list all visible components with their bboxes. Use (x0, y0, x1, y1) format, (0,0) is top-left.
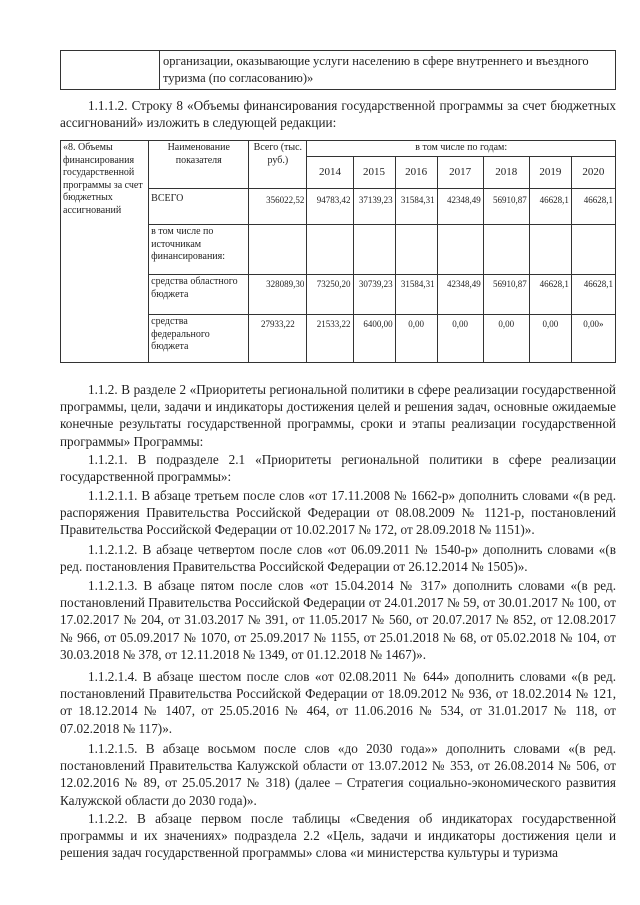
cell-value: 42348,49 (437, 275, 483, 315)
cell-value (307, 225, 353, 275)
financing-table (60, 140, 616, 363)
paragraph-1-1-1-2: 1.1.1.2. Строку 8 «Объемы финансирования государственной программы за счет бюджетных ассигнований» изложить в следующей редакции: (60, 98, 616, 131)
cell-value: 0,00 (483, 315, 529, 363)
paragraph-1-1-2-1-1: 1.1.2.1.1. В абзаце третьем после слов «от 17.11.2008 № 1662-р» дополнить словами «(в ред. распоряжения Правительства Российской Федерации от 08.08.2009 № 1121-р, постановлений Правительства Российской Федерации от 10.02.2017 № 172, от 28.09.2018 № 1151)». (60, 488, 616, 538)
paragraph-1-1-2-1: 1.1.2.1. В подразделе 2.1 «Приоритеты региональной политики в сфере реализации государственной программы»: (60, 452, 616, 485)
year-header: 2018 (483, 157, 529, 189)
cell-value: 42348,49 (437, 189, 483, 225)
paragraph-1-1-2-2: 1.1.2.2. В абзаце первом после таблицы «Сведения об индикаторах государственной программы и их значениях» подраздела 2.2 «Цель, задачи и индикаторы достижения цели и решения задач государственной программы» слова «и министерства культуры и туризма (60, 811, 616, 861)
paragraph-1-1-2-1-4: 1.1.2.1.4. В абзаце шестом после слов «от 02.08.2011 № 644» дополнить словами «(в ред. постановлений Правительства Российской Федерации от 18.09.2012 № 936, от 18.02.2014 № 121, от 18.12.2014 № 1407, от 25.05.2016 № 464, от 11.06.2016 № 534, от 31.01.2017 № 118, от 07.02.2018 № 117)». (60, 669, 616, 736)
paragraph-1-1-2-1-2: 1.1.2.1.2. В абзаце четвертом после слов «от 06.09.2011 № 1540-р» дополнить словами «(в ред. постановления Правительства Российской Федерации от 26.12.2014 № 1505)». (60, 542, 616, 575)
cell-value (353, 225, 395, 275)
cell-value (483, 225, 529, 275)
top-table-empty-cell (61, 51, 160, 90)
cell-value: 73250,20 (307, 275, 353, 315)
row-name: в том числе по источникам финансирования: (149, 225, 249, 275)
cell-value (529, 225, 571, 275)
paragraph-1-1-2-1-5: 1.1.2.1.5. В абзаце восьмом после слов «до 2030 года»» дополнить словами «(в ред. постановлений Правительства Калужской области от 13.07.2012 № 353, от 26.08.2014 № 506, от 12.02.2016 № 89, от 25.05.2017 № 318) (далее – Стратегия социально-экономического развития Калужской области до 2030 года)». (60, 741, 616, 808)
row-total: 328089,30 (249, 275, 307, 315)
col-header-total: Всего (тыс. руб.) (249, 141, 307, 189)
paragraph-1-1-2: 1.1.2. В разделе 2 «Приоритеты региональной политики в сфере реализации государственной программы, цели, задачи и индикаторы достижения целей и решения задач, основные ожидаемые конечные результаты государственной программы, сроки и этапы реализации государственной программы» Программы: (60, 382, 616, 449)
col-header-years-caption: в том числе по годам: (307, 141, 616, 157)
financing-row-title: «8. Объемы финансирования государственной программы за счет бюджетных ассигнований (61, 141, 149, 363)
year-header: 2020 (571, 157, 615, 189)
row-total: 356022,52 (249, 189, 307, 225)
cell-value (437, 225, 483, 275)
cell-value: 21533,22 (307, 315, 353, 363)
cell-value: 0,00 (395, 315, 437, 363)
cell-value (571, 225, 615, 275)
cell-value: 46628,1 (571, 275, 615, 315)
row-total: 27933,22 (249, 315, 307, 363)
cell-value: 0,00» (571, 315, 615, 363)
row-name: средства федерального бюджета (149, 315, 249, 363)
cell-value: 0,00 (437, 315, 483, 363)
top-table-text-cell: организации, оказывающие услуги населению в сфере внутреннего и въездного туризма (по согласованию)» (160, 51, 616, 90)
cell-value: 46628,1 (571, 189, 615, 225)
cell-value: 31584,31 (395, 189, 437, 225)
row-name: средства областного бюджета (149, 275, 249, 315)
col-header-name: Наименование показателя (149, 141, 249, 189)
row-total (249, 225, 307, 275)
paragraph-1-1-2-1-3: 1.1.2.1.3. В абзаце пятом после слов «от 15.04.2014 № 317» дополнить словами «(в ред. постановлений Правительства Российской Федерации от 24.01.2017 № 59, от 30.01.2017 № 100, от 17.02.2017 № 204, от 31.03.2017 № 391, от 11.05.2017 № 560, от 20.07.2017 № 852, от 12.08.2017 № 966, от 05.09.2017 № 1070, от 25.09.2017 № 1155, от 25.01.2018 № 68, от 05.02.2018 № 104, от 30.03.2018 № 378, от 12.11.2018 № 1349, от 01.12.2018 № 1467)». (60, 578, 616, 662)
year-header: 2014 (307, 157, 353, 189)
year-header: 2016 (395, 157, 437, 189)
cell-value: 56910,87 (483, 189, 529, 225)
row-name: ВСЕГО (149, 189, 249, 225)
year-header: 2015 (353, 157, 395, 189)
cell-value: 6400,00 (353, 315, 395, 363)
top-carryover-table (60, 50, 616, 90)
cell-value (395, 225, 437, 275)
cell-value: 37139,23 (353, 189, 395, 225)
year-header: 2019 (529, 157, 571, 189)
cell-value: 56910,87 (483, 275, 529, 315)
cell-value: 30739,23 (353, 275, 395, 315)
cell-value: 0,00 (529, 315, 571, 363)
year-header: 2017 (437, 157, 483, 189)
cell-value: 94783,42 (307, 189, 353, 225)
cell-value: 46628,1 (529, 275, 571, 315)
cell-value: 46628,1 (529, 189, 571, 225)
cell-value: 31584,31 (395, 275, 437, 315)
